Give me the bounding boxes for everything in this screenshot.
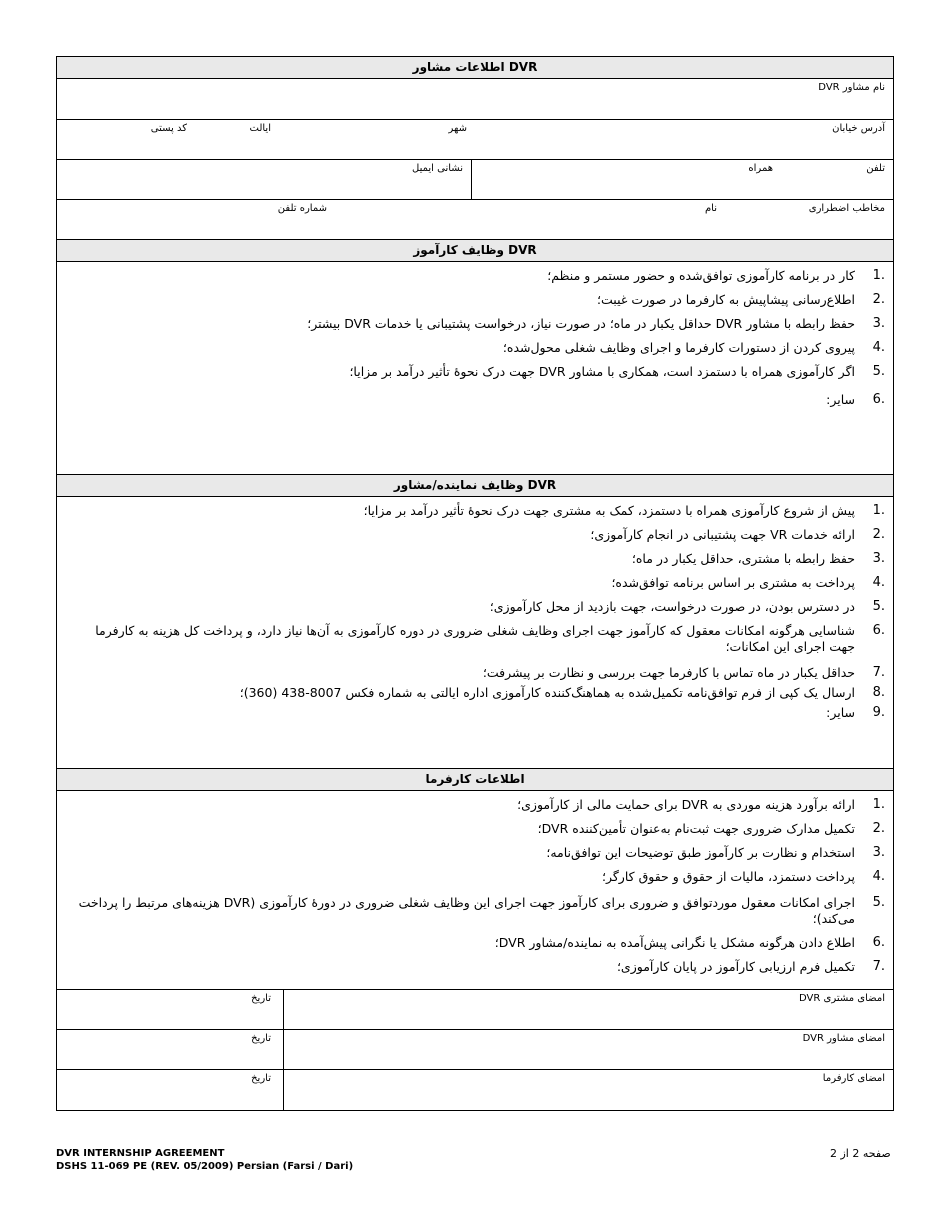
intern-duties-header: وظایف کارآموز DVR [57,240,893,262]
signature-divider [283,1070,284,1110]
employer-duty-item: 4. پرداخت دستمزد، مالیات از حقوق و حقوق کارگر؛ [601,869,885,884]
emergency-row [57,200,893,240]
counselor-duty-item: 7. حداقل یکبار در ماه تماس با کارفرما جهت بررسی و نظارت بر پیشرفت؛ [482,665,885,680]
counselor-duties-header: وظایف نماینده/مشاور DVR [57,475,893,497]
counselor-signature-label[interactable]: امضای مشاور DVR [802,1033,885,1044]
emergency-contact-label[interactable]: مخاطب اضطراری [808,203,885,214]
employer-duty-item: 5. اجرای امکانات معقول موردتوافق و ضروری برای کارآموز جهت اجرای این وظایف شغلی ضروری در دورهٔ کارآموزی (DVR هزینه‌های مرتبط را پرداخت می‌کند)؛ [78,895,885,926]
client-date-label[interactable]: تاریخ [251,993,271,1004]
email-label[interactable]: نشانی ایمیل [412,163,463,174]
counselor-info-header: اطلاعات مشاور DVR [57,57,893,79]
intern-duty-item: 2. اطلاع‌رسانی پیشاپیش به کارفرما در صورت غیبت؛ [597,292,885,307]
counselor-duty-item: 1. پیش از شروع کارآموزی همراه با دستمزد، کمک به مشتری جهت درک نحوهٔ تأثیر درآمد بر مزایا؛ [363,503,885,518]
employer-duty-item: 7. تکمیل فرم ارزیابی کارآموز در پایان کارآموزی؛ [616,959,885,974]
employer-duties-list [57,791,893,990]
counselor-signature-row [57,1030,893,1070]
client-signature-label[interactable]: امضای مشتری DVR [798,993,885,1004]
employer-info-header: اطلاعات کارفرما [57,769,893,791]
street-label[interactable]: آدرس خیابان [832,123,885,134]
counselor-duties-list [57,497,893,769]
employer-signature-row [57,1070,893,1110]
intern-duty-item: 3. حفظ رابطه با مشاور DVR حداقل یکبار در ماه؛ در صورت نیاز، درخواست پشتیبانی یا خدمات DVR بیشتر؛ [307,316,885,331]
counselor-name-label: نام مشاور DVR [818,82,885,93]
mobile-label[interactable]: همراه [748,163,773,174]
page-number: صفحه 2 از 2 [830,1147,891,1160]
intern-duty-item: 1. کار در برنامه کارآموزی توافق‌شده و حضور مستمر و منظم؛ [547,268,885,283]
counselor-duty-other[interactable]: 9. سایر: [826,705,885,720]
employer-duty-item: 3. استخدام و نظارت بر کارآموز طبق توضیحات این توافق‌نامه؛ [546,845,885,860]
emergency-phone-label[interactable]: شماره تلفن [277,203,327,214]
state-label[interactable]: ایالت [249,123,271,134]
counselor-duty-item: 2. ارائه خدمات VR جهت پشتیبانی در انجام کارآموزی؛ [590,527,885,542]
contact-divider [471,160,472,199]
intern-duty-item: 5. اگر کارآموزی همراه با دستمزد است، همکاری با مشاور DVR جهت درک نحوهٔ تأثیر درآمد بر مزایا؛ [349,364,885,379]
counselor-duty-item: 5. در دسترس بودن، در صورت درخواست، جهت بازدید از محل کارآموزی؛ [489,599,885,614]
intern-duty-item: 4. پیروی کردن از دستورات کارفرما و اجرای وظایف شغلی محول‌شده؛ [502,340,885,355]
intern-duty-other[interactable]: 6. سایر: [826,392,885,407]
address-row [57,120,893,160]
employer-duty-item: 1. ارائه برآورد هزینه موردی به DVR برای حمایت مالی از کارآموزی؛ [517,797,885,812]
zip-label[interactable]: کد پستی [150,123,187,134]
counselor-duty-item: 3. حفظ رابطه با مشتری، حداقل یکبار در ماه؛ [631,551,885,566]
contact-row [57,160,893,200]
employer-signature-label[interactable]: امضای کارفرما [822,1073,885,1084]
employer-date-label[interactable]: تاریخ [251,1073,271,1084]
counselor-name-field[interactable] [57,79,893,120]
client-signature-row [57,990,893,1030]
form-code: DSHS 11-069 PE (REV. 05/2009) Persian (Farsi / Dari) [56,1161,354,1172]
signature-divider [283,1030,284,1069]
emergency-name-label[interactable]: نام [704,203,717,214]
signature-divider [283,990,284,1029]
form-name: DVR INTERNSHIP AGREEMENT [56,1148,225,1159]
employer-duty-item: 2. تکمیل مدارک ضروری جهت ثبت‌نام به‌عنوان تأمین‌کننده DVR؛ [537,821,885,836]
employer-duty-item: 6. اطلاع دادن هرگونه مشکل یا نگرانی پیش‌آمده به نماینده/مشاور DVR؛ [494,935,885,950]
counselor-date-label[interactable]: تاریخ [251,1033,271,1044]
intern-duties-list [57,262,893,475]
counselor-duty-item: 8. ارسال یک کپی از فرم توافق‌نامه تکمیل‌شده به هماهنگ‌کننده کارآموزی اداره ایالتی به شماره فکس 8007-438 (360)؛ [239,685,885,700]
form-footer [56,1147,353,1173]
agreement-frame [56,56,894,1111]
counselor-duty-item: 6. شناسایی هرگونه امکانات معقول که کارآموز جهت اجرای وظایف شغلی ضروری در دوره کارآموزی به آن‌ها نیاز دارد، و پرداخت کل هزینه به کارفرما جهت اجرای این امکانات؛ [95,623,885,654]
city-label[interactable]: شهر [448,123,467,134]
phone-label[interactable]: تلفن [866,163,885,174]
counselor-duty-item: 4. پرداخت به مشتری بر اساس برنامه توافق‌شده؛ [611,575,885,590]
agreement-form [56,56,894,1111]
